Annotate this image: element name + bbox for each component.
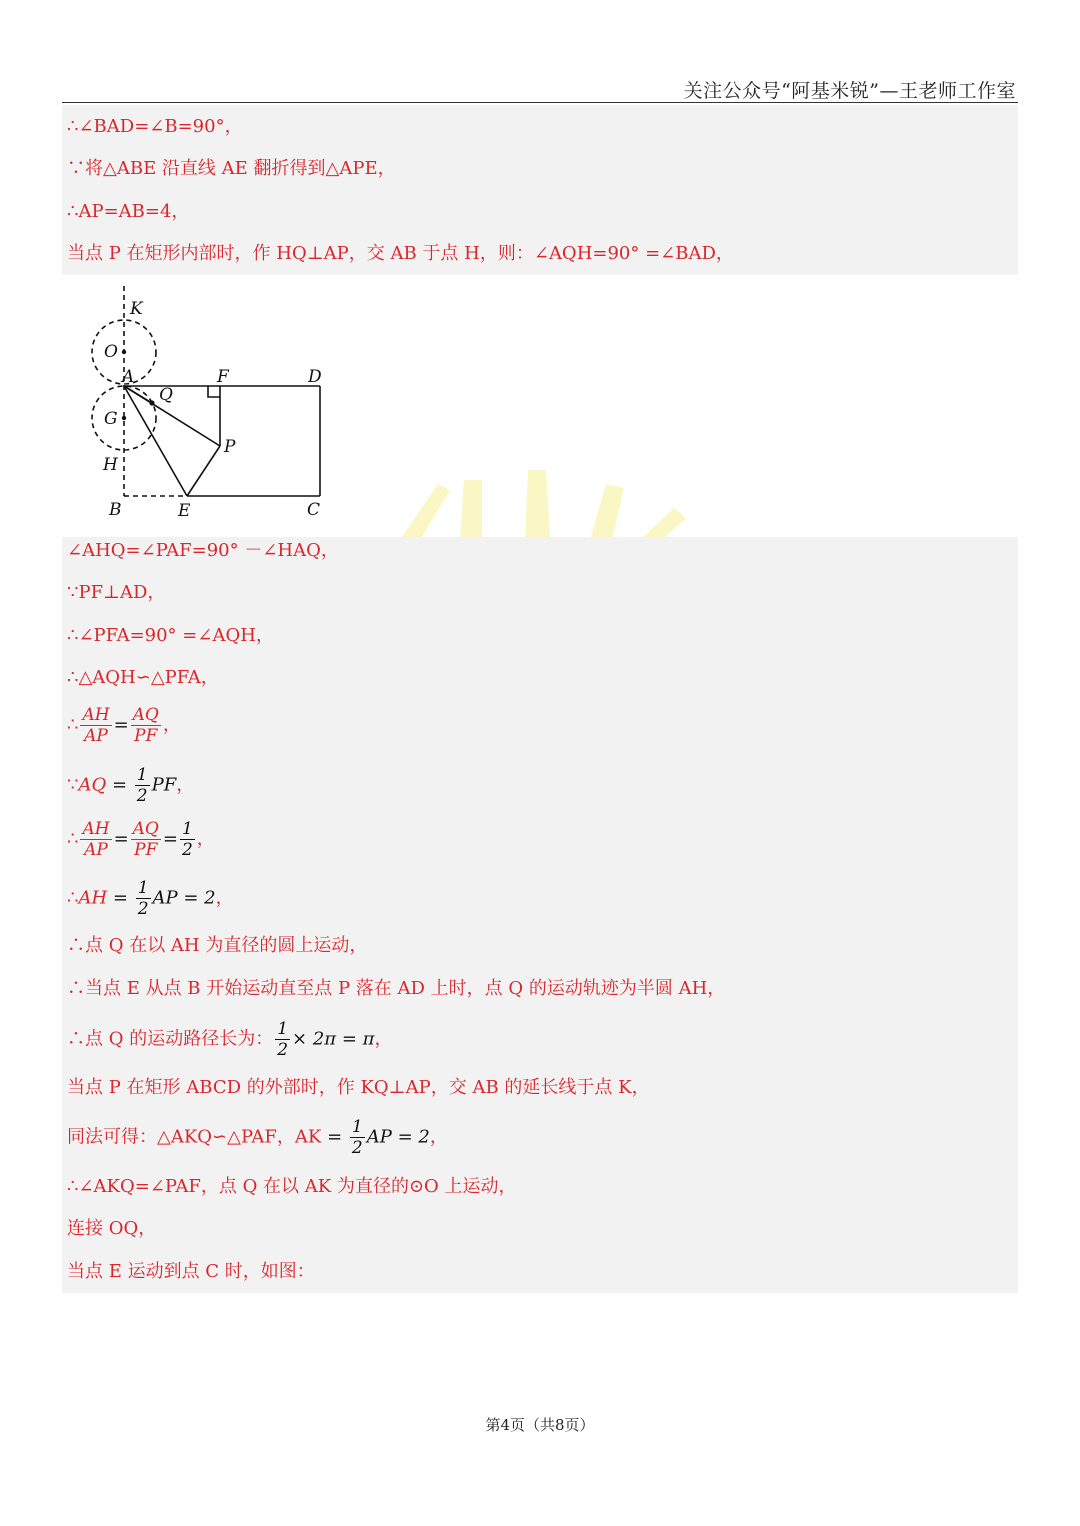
point-g <box>122 416 126 420</box>
fraction: $\frac{1}{2}$ <box>181 819 193 860</box>
fraction: $\frac{1}{2}$ <box>137 878 149 919</box>
text-line: ∴AP=AB=4， <box>67 201 190 222</box>
label-e: E <box>178 501 191 521</box>
label-o: O <box>104 342 118 362</box>
fraction: $\frac{1}{2}$ <box>136 765 148 806</box>
header-title: 关注公众号“阿基米锐”—王老师工作室 <box>683 80 1016 102</box>
text-line: ∴当点 E 从点 B 开始运动直至点 P 落在 AD 上时，点 Q 的运动轨迹为半圆 AH， <box>67 978 726 999</box>
fraction: $\frac{AQ}{PF}$ <box>132 819 159 860</box>
label-c: C <box>307 500 321 520</box>
text-line: ∴点 Q 在以 AH 为直径的圆上运动， <box>67 935 368 956</box>
label-f: F <box>217 367 229 387</box>
label-p: P <box>224 437 236 457</box>
watermark-logo <box>390 470 690 540</box>
solution-block-2 <box>62 537 1018 1293</box>
text-line: 当点 P 在矩形内部时，作 HQ⊥AP，交 AB 于点 H，则：∠AQH=90° =∠BAD， <box>67 243 734 264</box>
point-o <box>122 350 126 354</box>
solution-block-1 <box>62 105 1018 275</box>
equation-line-aq: ∵AQ = $\frac{1}{2}$ PF， <box>67 765 195 806</box>
label-d: D <box>308 367 322 387</box>
text-line: ∴∠PFA=90° =∠AQH， <box>67 625 274 646</box>
fraction: $\frac{1}{2}$ <box>277 1019 289 1060</box>
equation-line-ak: 同法可得：△AKQ∽△PAF，AK = $\frac{1}{2}$ AP = 2， <box>67 1117 448 1158</box>
segment-ae <box>124 386 187 496</box>
text-line: ∴∠BAD=∠B=90°， <box>67 116 243 137</box>
right-angle-mark <box>208 386 220 397</box>
point-q <box>149 400 154 405</box>
text-line: ∵PF⊥AD， <box>67 582 166 603</box>
text-line: ∴∠AKQ=∠PAF，点 Q 在以 AK 为直径的⊙O 上运动， <box>67 1176 517 1197</box>
label-a: A <box>122 367 135 387</box>
text-line: 当点 P 在矩形 ABCD 的外部时，作 KQ⊥AP，交 AB 的延长线于点 K， <box>67 1077 650 1098</box>
text-line: 当点 E 运动到点 C 时，如图： <box>67 1261 315 1282</box>
fraction: $\frac{AH}{AP}$ <box>82 819 110 860</box>
ratio-line-1: ∴ $\frac{AH}{AP}$ = $\frac{AQ}{PF}$ ， <box>67 705 181 746</box>
text-line: ∴△AQH∽△PFA， <box>67 667 219 688</box>
geometry-diagram <box>62 282 352 522</box>
label-k: K <box>130 299 143 319</box>
text-line: ∵将△ABE 沿直线 AE 翻折得到△APE， <box>67 158 396 179</box>
fraction: $\frac{AH}{AP}$ <box>82 705 110 746</box>
label-h: H <box>103 455 118 475</box>
label-b: B <box>109 500 122 520</box>
fraction: $\frac{1}{2}$ <box>351 1117 363 1158</box>
segment-ep <box>187 446 220 496</box>
text-line: ∠AHQ=∠PAF=90° －∠HAQ， <box>67 540 339 561</box>
label-g: G <box>104 409 118 429</box>
path-length-line: ∴点 Q 的运动路径长为： $\frac{1}{2}$ × 2π = π， <box>67 1019 393 1060</box>
equation-line-ah: ∴AH = $\frac{1}{2}$ AP = 2， <box>67 878 234 919</box>
ratio-line-2: ∴ $\frac{AH}{AP}$ = $\frac{AQ}{PF}$ = $\frac{1}{2}$ ， <box>67 819 215 860</box>
page-header <box>62 76 1018 103</box>
label-q: Q <box>159 385 173 405</box>
page-number: 第4页（共8页） <box>485 1416 595 1434</box>
text-line: 连接 OQ， <box>67 1218 157 1239</box>
fraction: $\frac{AQ}{PF}$ <box>132 705 159 746</box>
